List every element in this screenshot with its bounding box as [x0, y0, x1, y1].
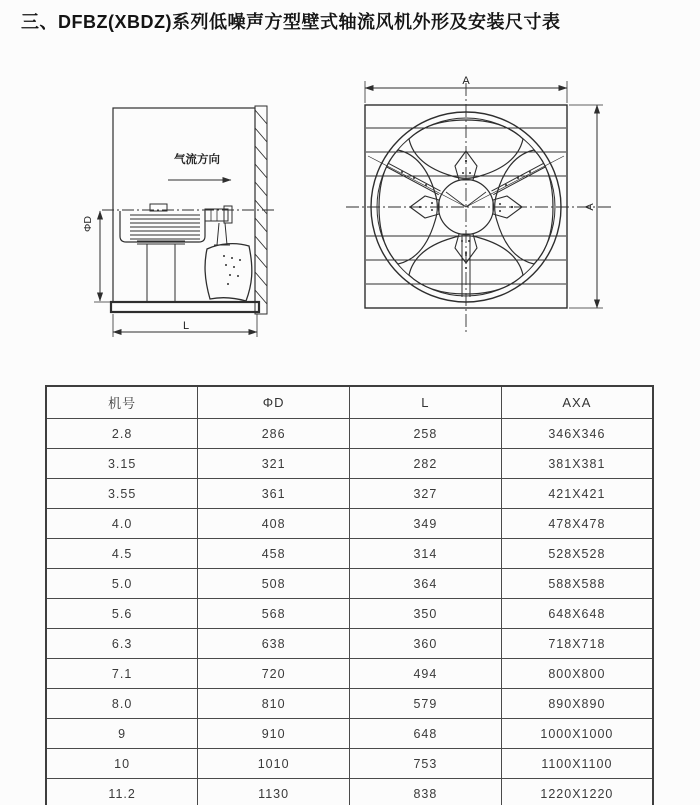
table-cell: 890X890: [501, 689, 653, 719]
table-cell: 458: [198, 539, 350, 569]
table-row: [46, 779, 653, 805]
page-title: 三、DFBZ(XBDZ)系列低噪声方型壁式轴流风机外形及安装尺寸表: [21, 12, 561, 32]
table-cell: 314: [350, 539, 502, 569]
column-header-length: L: [350, 386, 502, 419]
column-header-model: 机号: [46, 386, 198, 419]
table-cell: 494: [350, 659, 502, 689]
table-cell: 1130: [198, 779, 350, 805]
spec-table-body: [46, 419, 653, 805]
table-cell: 4.0: [46, 509, 198, 539]
table-cell: 5.0: [46, 569, 198, 599]
table-cell: 1220X1220: [501, 779, 653, 805]
table-row: [46, 629, 653, 659]
technical-drawings: [0, 0, 700, 360]
table-cell: 321: [198, 449, 350, 479]
column-header-axa: AXA: [501, 386, 653, 419]
wall-hatching: [255, 110, 267, 304]
table-cell: 2.8: [46, 419, 198, 449]
table-cell: 364: [350, 569, 502, 599]
table-cell: 810: [198, 689, 350, 719]
table-cell: 648X648: [501, 599, 653, 629]
table-cell: 6.3: [46, 629, 198, 659]
airflow-direction-label: 气流方向: [174, 154, 220, 166]
impeller-blade: [205, 244, 252, 301]
table-row: [46, 719, 653, 749]
front-view-drawing: [346, 75, 614, 332]
table-header-row: [46, 386, 653, 419]
table-cell: 910: [198, 719, 350, 749]
table-cell: 1000X1000: [501, 719, 653, 749]
table-row: [46, 569, 653, 599]
table-row: [46, 479, 653, 509]
column-header-diameter: ΦD: [198, 386, 350, 419]
front-height-dimension-label: A: [584, 203, 596, 211]
table-cell: 10: [46, 749, 198, 779]
front-width-dimension-label: A: [462, 75, 470, 87]
table-cell: 638: [198, 629, 350, 659]
table-cell: 350: [350, 599, 502, 629]
table-cell: 349: [350, 509, 502, 539]
table-cell: 648: [350, 719, 502, 749]
table-cell: 360: [350, 629, 502, 659]
table-cell: 346X346: [501, 419, 653, 449]
table-cell: 361: [198, 479, 350, 509]
table-cell: 286: [198, 419, 350, 449]
table-cell: 528X528: [501, 539, 653, 569]
table-row: [46, 659, 653, 689]
table-cell: 4.5: [46, 539, 198, 569]
spec-table: [45, 385, 654, 805]
table-row: [46, 509, 653, 539]
table-cell: 408: [198, 509, 350, 539]
table-cell: 720: [198, 659, 350, 689]
table-cell: 3.15: [46, 449, 198, 479]
table-cell: 800X800: [501, 659, 653, 689]
table-cell: 508: [198, 569, 350, 599]
table-cell: 381X381: [501, 449, 653, 479]
blade-rivets: [223, 255, 241, 285]
table-row: [46, 539, 653, 569]
table-row: [46, 689, 653, 719]
table-cell: 579: [350, 689, 502, 719]
table-cell: 568: [198, 599, 350, 629]
table-cell: 258: [350, 419, 502, 449]
table-cell: 7.1: [46, 659, 198, 689]
table-row: [46, 599, 653, 629]
motor-fins: [130, 215, 200, 239]
table-cell: 753: [350, 749, 502, 779]
table-row: [46, 419, 653, 449]
base-plate: [111, 302, 259, 312]
table-cell: 478X478: [501, 509, 653, 539]
table-cell: 3.55: [46, 479, 198, 509]
table-row: [46, 749, 653, 779]
table-cell: 282: [350, 449, 502, 479]
table-cell: 5.6: [46, 599, 198, 629]
bearing-block: [205, 209, 228, 221]
table-cell: 1100X1100: [501, 749, 653, 779]
diameter-dimension-label: ΦD: [82, 216, 94, 232]
table-cell: 718X718: [501, 629, 653, 659]
length-dimension-label: L: [182, 320, 190, 332]
table-cell: 588X588: [501, 569, 653, 599]
side-view-drawing: [82, 106, 274, 337]
table-cell: 838: [350, 779, 502, 805]
motor-pedestal: [137, 241, 185, 301]
table-cell: 8.0: [46, 689, 198, 719]
bearing-detail: [211, 209, 217, 221]
table-cell: 421X421: [501, 479, 653, 509]
table-row: [46, 449, 653, 479]
fan-housing-outline: [113, 108, 255, 302]
blade-stem: [214, 223, 230, 245]
table-cell: 11.2: [46, 779, 198, 805]
table-cell: 327: [350, 479, 502, 509]
table-cell: 9: [46, 719, 198, 749]
table-cell: 1010: [198, 749, 350, 779]
